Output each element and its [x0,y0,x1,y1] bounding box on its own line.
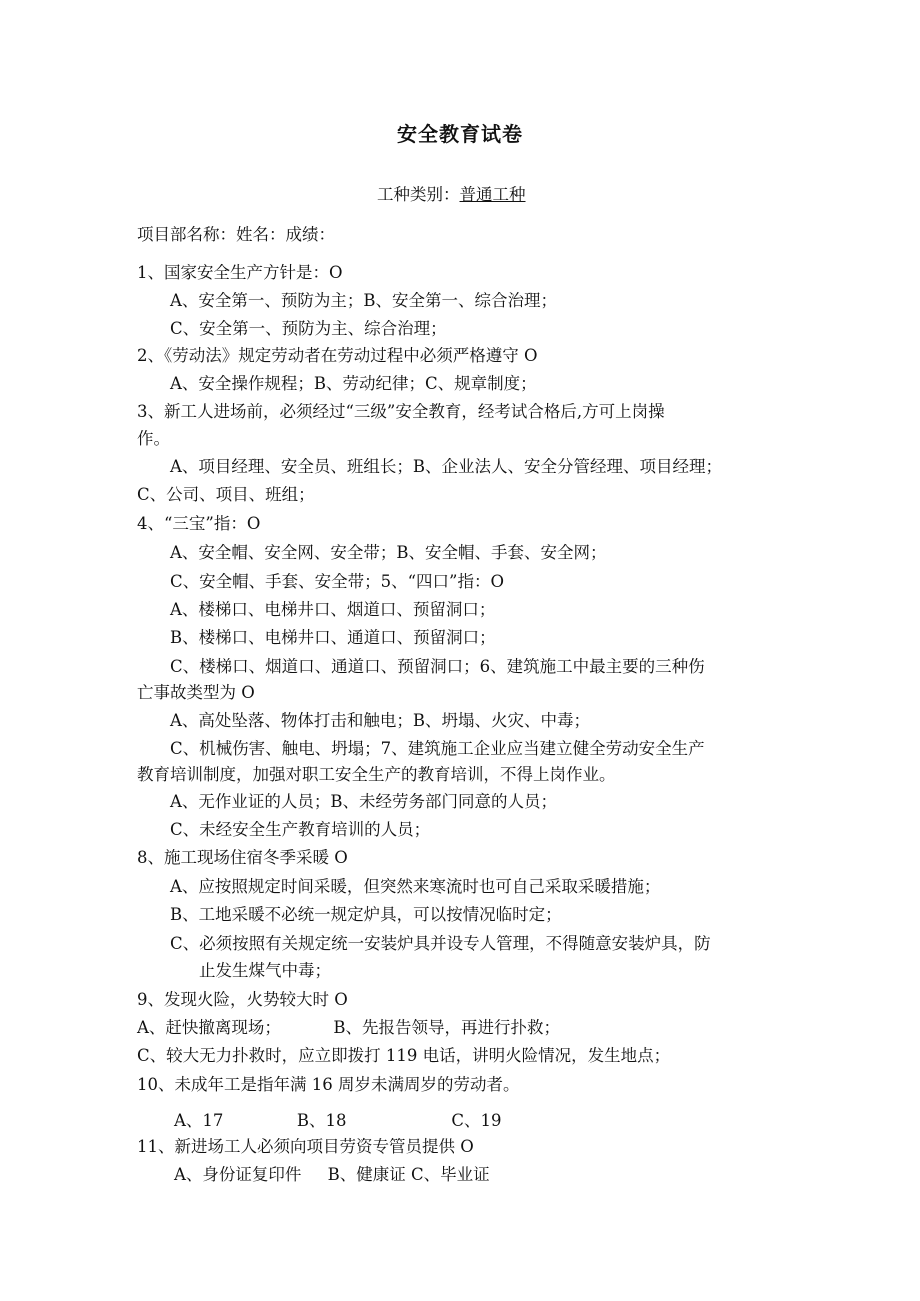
option-line: B、工地采暖不必统一规定炉具，可以按情况临时定； [170,905,562,924]
option-line: B、楼梯口、电梯井口、通道口、预留洞口； [170,628,496,647]
category-label: 工种类别： [377,185,460,204]
option-line: A、无作业证的人员；B、未经劳务部门同意的人员； [170,792,558,811]
question-continuation: 作。 [137,429,170,448]
question-4: 4、“三宝”指：O [137,514,261,533]
question-10: 10、未成年工是指年满 16 周岁未满周岁的劳动者。 [137,1075,520,1094]
option-line: A、应按照规定时间采暖，但突然来寒流时也可自己采取采暖措施； [170,877,661,896]
option-line: A、安全帽、安全网、安全带；B、安全帽、手套、安全网； [170,543,607,562]
category-value: 普通工种 [459,185,526,204]
question-2: 2、《劳动法》规定劳动者在劳动过程中必须严格遵守 O [137,346,538,365]
option-line: A、高处坠落、物体打击和触电；B、坍塌、火灾、中毒； [170,711,591,730]
question-1: 1、国家安全生产方针是：O [137,263,343,282]
option-line: A、身份证复印件 B、健康证 C、毕业证 [174,1165,490,1184]
option-line: A、项目经理、安全员、班组长；B、企业法人、安全分管经理、项目经理； [170,457,723,476]
question-9: 9、发现火险，火势较大时 O [137,990,348,1009]
option-line: C、必须按照有关规定统一安装炉具并设专人管理，不得随意安装炉具，防 [170,934,711,953]
option-line: A、17 B、18 C、19 [174,1111,502,1130]
option-continuation: 止发生煤气中毒； [199,961,331,980]
option-line: C、机械伤害、触电、坍塌；7、建筑施工企业应当建立健全劳动安全生产 [170,739,705,758]
question-continuation: 亡事故类型为 O [137,683,255,702]
option-line: A、安全第一、预防为主；B、安全第一、综合治理； [170,291,558,310]
category-line [377,184,526,206]
header-fields: 项目部名称：姓名：成绩： [137,225,335,244]
page-title: 安全教育试卷 [397,122,523,146]
option-line: C、楼梯口、烟道口、通道口、预留洞口；6、建筑施工中最主要的三种伤 [170,657,705,676]
option-line: C、安全第一、预防为主、综合治理； [170,319,447,338]
option-line: C、较大无力扑救时，应立即拨打 119 电话，讲明火险情况，发生地点； [137,1046,671,1065]
question-11: 11、新进场工人必须向项目劳资专管员提供 O [137,1137,474,1156]
question-continuation: 教育培训制度，加强对职工安全生产的教育培训，不得上岗作业。 [137,765,616,784]
question-3: 3、新工人进场前，必须经过“三级”安全教育，经考试合格后,方可上岗操 [137,402,665,421]
option-line: A、安全操作规程；B、劳动纪律；C、规章制度； [170,374,537,393]
option-line: C、公司、项目、班组； [137,485,315,504]
question-8: 8、施工现场住宿冬季采暖 O [137,848,348,867]
option-line: C、安全帽、手套、安全带；5、“四口”指：O [170,572,505,591]
option-line: A、楼梯口、电梯井口、烟道口、预留洞口； [170,600,496,619]
option-line: C、未经安全生产教育培训的人员； [170,820,431,839]
option-line: A、赶快撤离现场； B、先报告领导，再进行扑救； [137,1018,560,1037]
